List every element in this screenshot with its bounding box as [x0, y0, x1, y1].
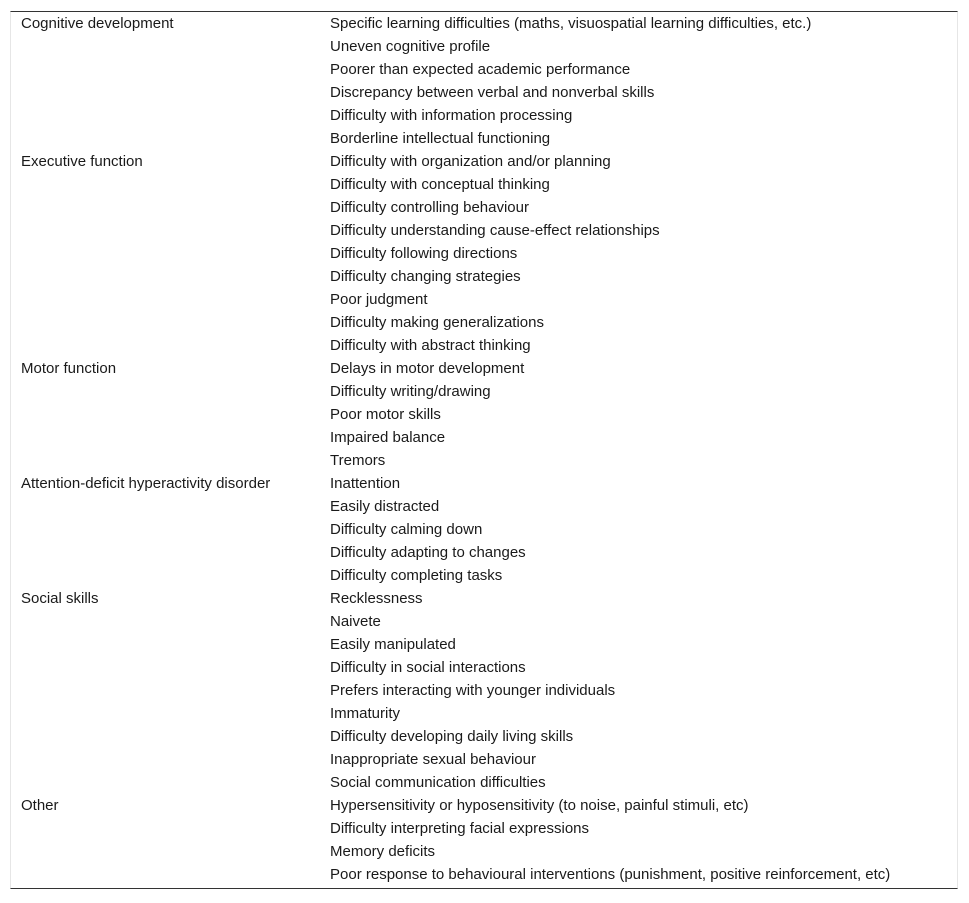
- symptom-item: Difficulty adapting to changes: [330, 544, 526, 561]
- symptoms-cell: [330, 357, 957, 472]
- symptom-item: Discrepancy between verbal and nonverbal skills: [330, 84, 655, 101]
- symptoms-cell: [330, 12, 957, 150]
- symptom-table: [10, 11, 958, 889]
- symptom-item: Difficulty controlling behaviour: [330, 199, 529, 216]
- table-row: [11, 794, 957, 886]
- table-row: [11, 150, 957, 357]
- symptom-item: Difficulty with organization and/or planning: [330, 153, 611, 170]
- symptoms-cell: [330, 587, 957, 794]
- symptom-item: Memory deficits: [330, 843, 436, 860]
- symptom-item: Difficulty completing tasks: [330, 567, 503, 584]
- category-cell: Executive function: [21, 153, 143, 170]
- symptom-table-grid: [11, 12, 957, 886]
- symptom-item: Easily distracted: [330, 498, 440, 515]
- symptom-item: Difficulty understanding cause-effect relationships: [330, 222, 660, 239]
- symptom-item: Specific learning difficulties (maths, visuospatial learning difficulties, etc.): [330, 15, 812, 32]
- symptoms-cell: [330, 794, 957, 886]
- table-row: [11, 472, 957, 587]
- symptom-item: Difficulty making generalizations: [330, 314, 544, 331]
- symptom-item: Prefers interacting with younger individuals: [330, 682, 616, 699]
- symptom-item: Tremors: [330, 452, 386, 469]
- category-cell: Cognitive development: [21, 15, 174, 32]
- symptom-item: Naivete: [330, 613, 381, 630]
- symptom-item: Difficulty in social interactions: [330, 659, 526, 676]
- symptom-item: Difficulty following directions: [330, 245, 518, 262]
- symptom-item: Recklessness: [330, 590, 423, 607]
- symptom-item: Poorer than expected academic performance: [330, 61, 631, 78]
- table-row: [11, 357, 957, 472]
- table-row: [11, 587, 957, 794]
- symptom-item: Difficulty with abstract thinking: [330, 337, 531, 354]
- category-cell: Other: [21, 797, 59, 814]
- category-cell: Social skills: [21, 590, 99, 607]
- symptom-item: Difficulty writing/drawing: [330, 383, 491, 400]
- symptom-item: Delays in motor development: [330, 360, 525, 377]
- symptom-item: Borderline intellectual functioning: [330, 130, 551, 147]
- symptom-item: Difficulty changing strategies: [330, 268, 521, 285]
- symptom-item: Poor judgment: [330, 291, 428, 308]
- category-cell: Attention-deficit hyperactivity disorder: [21, 475, 271, 492]
- symptom-item: Inappropriate sexual behaviour: [330, 751, 536, 768]
- symptom-item: Difficulty with information processing: [330, 107, 573, 124]
- symptom-item: Difficulty developing daily living skills: [330, 728, 574, 745]
- symptom-item: Poor motor skills: [330, 406, 441, 423]
- symptom-item: Uneven cognitive profile: [330, 38, 491, 55]
- symptom-item: Hypersensitivity or hyposensitivity (to noise, painful stimuli, etc): [330, 797, 749, 814]
- table-body: [11, 12, 957, 886]
- symptom-item: Inattention: [330, 475, 401, 492]
- symptom-item: Easily manipulated: [330, 636, 456, 653]
- symptoms-cell: [330, 150, 957, 357]
- symptom-item: Difficulty with conceptual thinking: [330, 176, 550, 193]
- symptom-item: Difficulty interpreting facial expressions: [330, 820, 590, 837]
- symptoms-cell: [330, 472, 957, 587]
- table-row: [11, 12, 957, 150]
- symptom-item: Immaturity: [330, 705, 401, 722]
- symptom-item: Poor response to behavioural interventions (punishment, positive reinforcement, etc): [330, 866, 891, 883]
- symptom-item: Impaired balance: [330, 429, 446, 446]
- category-cell: Motor function: [21, 360, 117, 377]
- symptom-item: Difficulty calming down: [330, 521, 483, 538]
- symptom-item: Social communication difficulties: [330, 774, 546, 791]
